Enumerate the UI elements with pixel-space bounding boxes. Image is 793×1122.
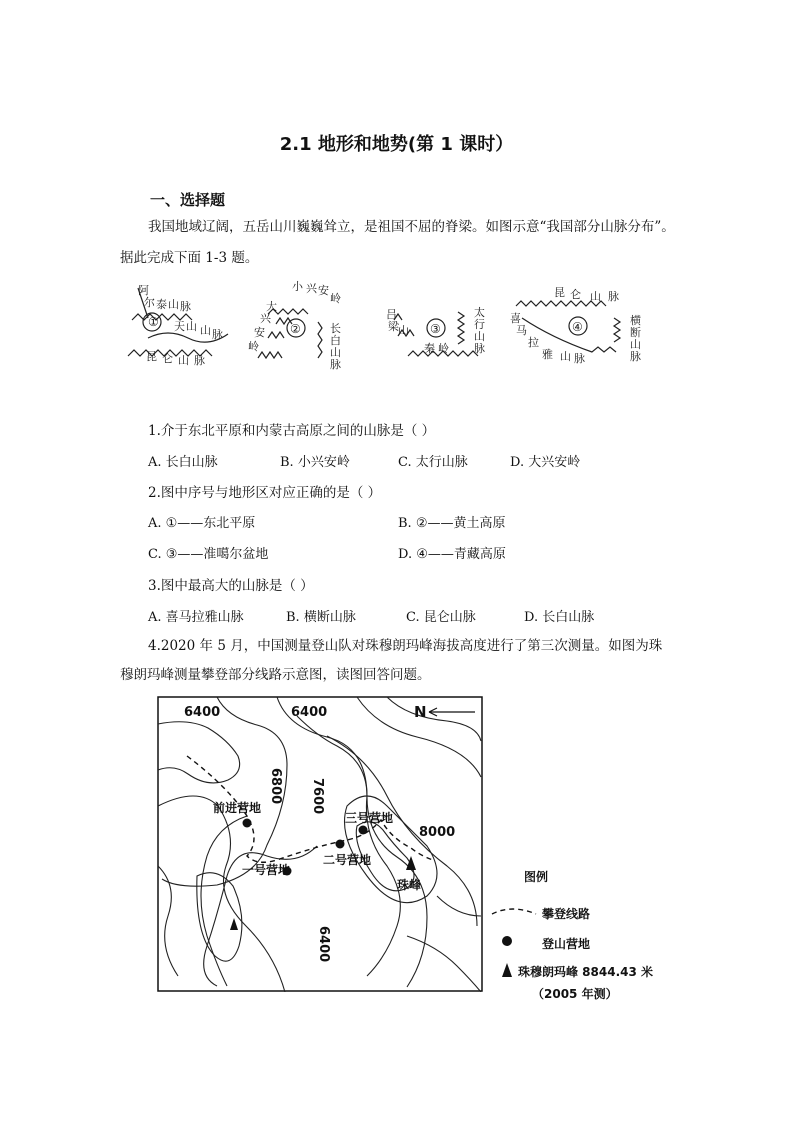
p2-label: 岭 — [330, 292, 341, 305]
mountain-ranges-figure — [118, 278, 658, 378]
legend-route-label: 攀登线路 — [542, 907, 591, 921]
p4-label: 脉 — [574, 352, 585, 365]
advance-camp-label: 前进营地 — [213, 801, 262, 815]
page-title: 2.1 地形和地势(第 1 课时） — [279, 134, 514, 155]
p2-label: 安 — [254, 326, 265, 339]
p3-label: 山 — [398, 324, 409, 337]
question-1-stem: 1.介于东北平原和内蒙古高原之间的山脉是（ ） — [148, 423, 436, 439]
p2-label: 山 — [330, 346, 341, 359]
p3-label: 脉 — [474, 342, 485, 355]
q2-option-d[interactable]: D. ④——青藏高原 — [398, 547, 506, 562]
p2-label: 白 — [330, 334, 341, 347]
q1-option-d[interactable]: D. 大兴安岭 — [510, 455, 581, 470]
p3-label: 山 — [474, 330, 485, 343]
p4-label: 断 — [630, 326, 641, 339]
everest-contour-map — [157, 696, 483, 992]
p1-label: 山 — [186, 320, 197, 333]
p4-label: 脉 — [630, 350, 641, 363]
p4-label: 拉 — [528, 336, 539, 349]
p2-label: 岭 — [248, 340, 259, 353]
intro-line-2: 据此完成下面 1-3 题。 — [120, 250, 259, 266]
p3-label: 岭 — [438, 342, 449, 355]
p1-label: 昆 — [146, 350, 157, 363]
p2-label: 兴 — [306, 282, 317, 295]
p4-label: 喜 — [510, 312, 521, 325]
question-3-stem: 3.图中最高大的山脉是（ ） — [148, 578, 314, 594]
legend-year-label: （2005 年测） — [532, 987, 618, 1001]
p3-label: 吕 — [386, 308, 397, 321]
q3-option-b[interactable]: B. 横断山脉 — [286, 610, 356, 625]
p2-label: 小 — [292, 280, 303, 293]
question-4-line-1: 4.2020 年 5 月，中国测量登山队对珠穆朗玛峰海拔高度进行了第三次测量。如图为珠 — [148, 638, 663, 654]
q1-option-b[interactable]: B. 小兴安岭 — [280, 455, 350, 470]
p2-number: ② — [290, 322, 301, 336]
contour-label-8000: 8000 — [419, 825, 456, 840]
contour-label-6400-b: 6400 — [291, 705, 328, 720]
camp-2-marker — [336, 840, 345, 849]
legend-camp-icon — [500, 934, 514, 948]
p1-label: 山 — [168, 298, 179, 311]
p3-label: 太 — [474, 306, 485, 319]
camp-2-label: 二号营地 — [323, 853, 372, 867]
question-4-line-2: 穆朗玛峰测量攀登部分线路示意图，读图回答问题。 — [120, 667, 431, 683]
p1-label: 脉 — [194, 354, 205, 367]
p4-number: ④ — [572, 320, 583, 334]
contour-label-6400-a: 6400 — [184, 705, 221, 720]
p2-label: 长 — [330, 322, 341, 335]
p4-label: 马 — [516, 324, 527, 337]
q2-option-b[interactable]: B. ②——黄土高原 — [398, 516, 506, 531]
everest-peak-label: 珠峰 — [397, 878, 422, 892]
p1-label: 尔 — [144, 296, 155, 309]
p3-label: 梁 — [388, 320, 399, 333]
p1-label: 脉 — [180, 300, 191, 313]
question-2-stem: 2.图中序号与地形区对应正确的是（ ） — [148, 485, 382, 501]
p1-label: 仑 — [162, 352, 173, 365]
p2-label: 脉 — [330, 358, 341, 371]
legend-summit-icon — [500, 962, 514, 978]
contour-label-6400-c: 6400 — [316, 926, 331, 963]
q2-option-a[interactable]: A. ①——东北平原 — [148, 516, 256, 531]
legend-summit-label: 珠穆朗玛峰 8844.43 米 — [518, 965, 654, 979]
p1-label: 阿 — [138, 284, 149, 297]
p4-label: 仑 — [570, 288, 581, 301]
camp-3-marker — [359, 826, 368, 835]
p3-label: 行 — [474, 318, 485, 331]
intro-line-1: 我国地域辽阔，五岳山川巍巍耸立，是祖国不屈的脊梁。如图示意“我国部分山脉分布”。 — [148, 219, 675, 235]
p4-label: 脉 — [608, 290, 619, 303]
q1-option-a[interactable]: A. 长白山脉 — [148, 455, 218, 470]
p4-label: 山 — [630, 338, 641, 351]
q3-option-a[interactable]: A. 喜马拉雅山脉 — [148, 610, 244, 625]
camp-1-label: 一号营地 — [242, 863, 291, 877]
p2-label: 大 — [266, 300, 277, 313]
contour-label-6800: 6800 — [268, 768, 283, 805]
p4-label: 昆 — [554, 286, 565, 299]
q3-option-d[interactable]: D. 长白山脉 — [524, 610, 595, 625]
p4-label: 雅 — [542, 348, 553, 361]
q2-option-c[interactable]: C. ③——准噶尔盆地 — [148, 547, 269, 562]
p2-label: 安 — [318, 284, 329, 297]
p1-label: 山 — [200, 324, 211, 337]
q1-option-c[interactable]: C. 太行山脉 — [398, 455, 468, 470]
legend-route-icon — [490, 902, 540, 918]
p4-label: 山 — [560, 350, 571, 363]
contour-label-7600: 7600 — [310, 778, 325, 815]
p3-number: ③ — [430, 322, 441, 336]
p4-label: 横 — [630, 314, 641, 327]
p1-label: 天 — [174, 320, 185, 333]
p1-label: 脉 — [212, 328, 223, 341]
legend-camp-label: 登山营地 — [542, 937, 591, 951]
p1-label: 泰 — [156, 298, 167, 311]
north-label: N — [414, 703, 427, 721]
p2-label: 兴 — [260, 312, 271, 325]
p3-label: 秦 — [424, 342, 435, 355]
q3-option-c[interactable]: C. 昆仑山脉 — [406, 610, 476, 625]
p1-number: ① — [148, 315, 159, 329]
p1-label: 山 — [178, 354, 189, 367]
section-heading: 一、选择题 — [150, 191, 226, 209]
advance-camp-marker — [243, 819, 252, 828]
p4-label: 山 — [590, 290, 601, 303]
legend-title: 图例 — [524, 870, 549, 884]
camp-3-label: 三号营地 — [345, 811, 394, 825]
